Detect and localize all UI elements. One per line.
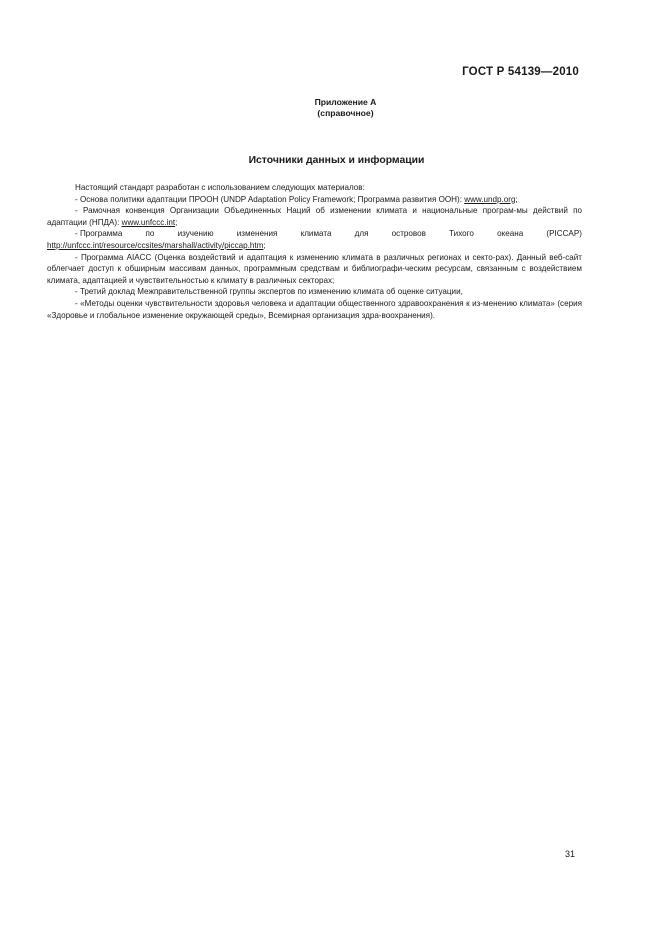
link-undp[interactable]: www.undp.org: [464, 194, 516, 204]
word: Тихого: [449, 229, 474, 239]
list-item-piccap-link-line: [47, 240, 582, 252]
item-tail: ;: [263, 240, 266, 250]
word: климата: [300, 229, 332, 239]
word: по: [145, 229, 155, 239]
link-unfccc[interactable]: www.unfccc.int: [121, 217, 176, 227]
word: - Программа: [75, 229, 123, 239]
word: изменения: [236, 229, 278, 239]
annex-title: Приложение А: [314, 97, 377, 107]
link-piccap[interactable]: http://unfccc.int/resource/ccsites/marshall/activity/piccap.htm: [47, 240, 264, 250]
word: (PICCAP): [546, 229, 582, 239]
list-item-unfccc: [47, 205, 582, 228]
word: изучению: [177, 229, 214, 239]
list-item-ipcc: - Третий доклад Межправительственной группы экспертов по изменению климата об оценке ситуации,: [75, 287, 463, 297]
list-item-aiacc: - Программа AIACC (Оценка воздействий и адаптация к изменению климата в различных регионах и секто-рах). Данный веб-сайт облегчает доступ к обширным массивам данных, программным средствам и библиографи-ческим ресурсам, связанным с воздействием климата, адаптацией и чувствительностью к климату в различных секторах;: [47, 252, 582, 285]
page-number: 31: [564, 849, 575, 859]
item-text: - Рамочная конвенция Организации Объединенных Наций об изменении климата и национальные програм-мы действий по адаптации (НПДА):: [47, 206, 582, 227]
word: океана: [497, 229, 524, 239]
section-title: [0, 155, 661, 166]
annex-heading: [0, 97, 661, 119]
item-tail: ;: [515, 194, 518, 204]
annex-type: (справочное): [317, 108, 374, 118]
word: для: [354, 229, 369, 239]
list-item-undp: [47, 194, 582, 206]
list-item-piccap-line: [47, 228, 582, 240]
word: островов: [391, 229, 426, 239]
intro-paragraph: Настоящий стандарт разработан с использованием следующих материалов:: [75, 183, 365, 192]
section-title-text: Источники данных и информации: [248, 155, 425, 166]
document-body: [47, 182, 582, 321]
item-tail: ;: [175, 217, 178, 227]
standard-id: ГОСТ Р 54139—2010: [462, 66, 579, 78]
list-item-who: - «Методы оценки чувствительности здоровья человека и адаптации общественного здравоохранения к из-менению климата» (серия «Здоровье и глобальное изменение окружающей среды», Всемирная организация здра-воохранения).: [47, 298, 582, 320]
item-text: - Основа политики адаптации ПРООН (UNDP Adaptation Policy Framework; Программа развития ООН):: [75, 194, 462, 204]
